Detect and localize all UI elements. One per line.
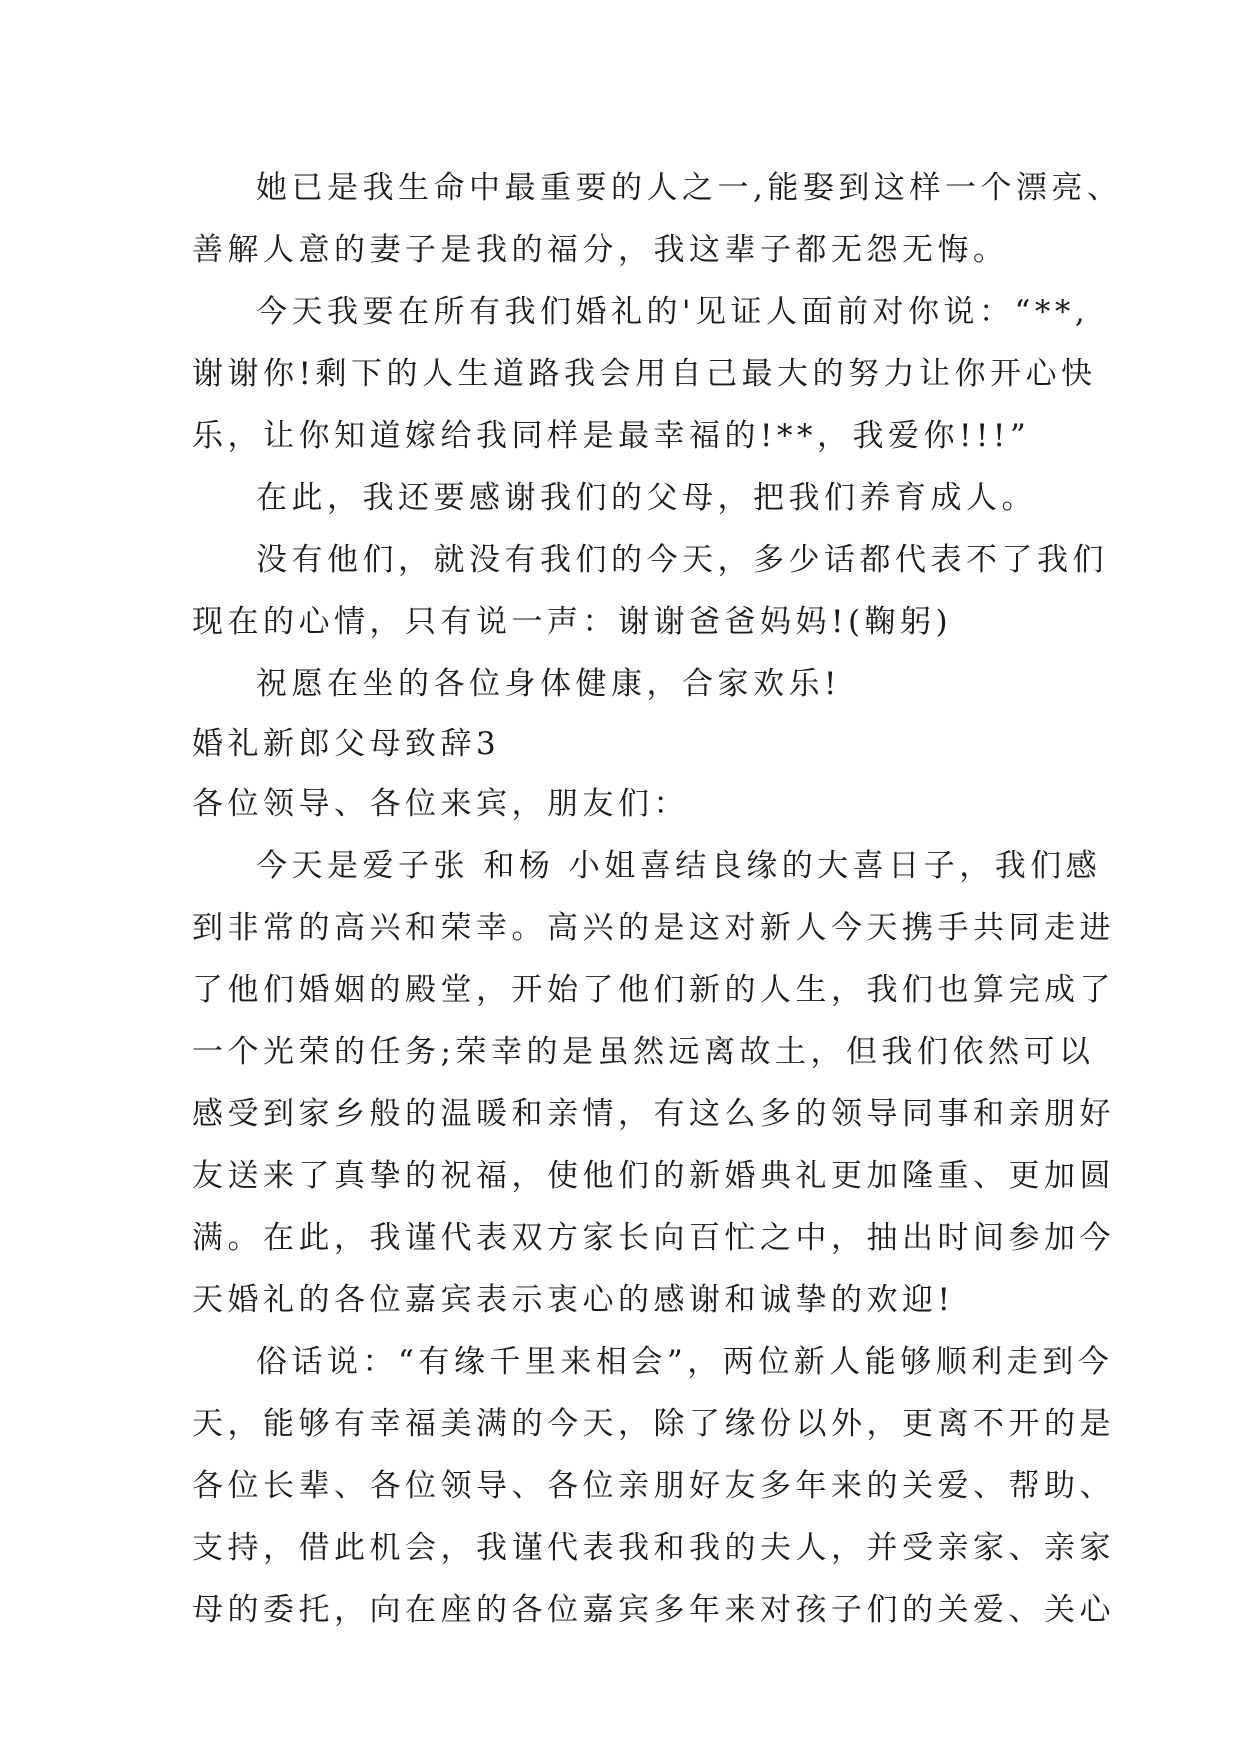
text-line: 一个光荣的任务;荣幸的是虽然远离故土，但我们依然可以: [192, 1034, 1095, 1070]
text-line: 乐，让你知道嫁给我同样是最幸福的!**，我爱你!!!”: [192, 418, 1031, 454]
text-line: 她已是我生命中最重要的人之一,能娶到这样一个漂亮、: [256, 170, 1123, 206]
text-line: 今天是爱子张 和杨 小姐喜结良缘的大喜日子，我们感: [256, 848, 1102, 884]
text-line: 谢谢你!剩下的人生道路我会用自己最大的努力让你开心快: [192, 356, 1097, 392]
section-heading: 婚礼新郎父母致辞3: [192, 726, 501, 762]
text-line: 了他们婚姻的殿堂，开始了他们新的人生，我们也算完成了: [192, 972, 1115, 1008]
text-line: 到非常的高兴和荣幸。高兴的是这对新人今天携手共同走进: [192, 910, 1115, 946]
text-line: 善解人意的妻子是我的福分，我这辈子都无怨无悔。: [192, 232, 1009, 268]
text-line: 满。在此，我谨代表双方家长向百忙之中，抽出时间参加今: [192, 1220, 1115, 1256]
text-line: 在此，我还要感谢我们的父母，把我们养育成人。: [256, 480, 1037, 516]
text-line: 俗话说：“有缘千里来相会”，两位新人能够顺利走到今: [256, 1344, 1114, 1380]
text-line: 现在的心情，只有说一声：谢谢爸爸妈妈!(鞠躬): [192, 604, 953, 640]
text-line: 友送来了真挚的祝福，使他们的新婚典礼更加隆重、更加圆: [192, 1158, 1115, 1194]
text-line: 母的委托，向在座的各位嘉宾多年来对孩子们的关爱、关心: [192, 1592, 1115, 1628]
text-line: 感受到家乡般的温暖和亲情，有这么多的领导同事和亲朋好: [192, 1096, 1115, 1132]
text-line: 今天我要在所有我们婚礼的'见证人面前对你说：“**,: [256, 294, 1090, 330]
text-line: 天婚礼的各位嘉宾表示衷心的感谢和诚挚的欢迎!: [192, 1282, 955, 1318]
text-line: 没有他们，就没有我们的今天，多少话都代表不了我们: [256, 542, 1108, 578]
text-line: 支持，借此机会，我谨代表我和我的夫人，并受亲家、亲家: [192, 1530, 1115, 1566]
text-line: 天，能够有幸福美满的今天，除了缘份以外，更离不开的是: [192, 1406, 1115, 1442]
text-line: 祝愿在坐的各位身体健康，合家欢乐!: [256, 666, 841, 702]
text-line: 各位长辈、各位领导、各位亲朋好友多年来的关爱、帮助、: [192, 1468, 1115, 1504]
salutation: 各位领导、各位来宾，朋友们：: [192, 786, 689, 822]
